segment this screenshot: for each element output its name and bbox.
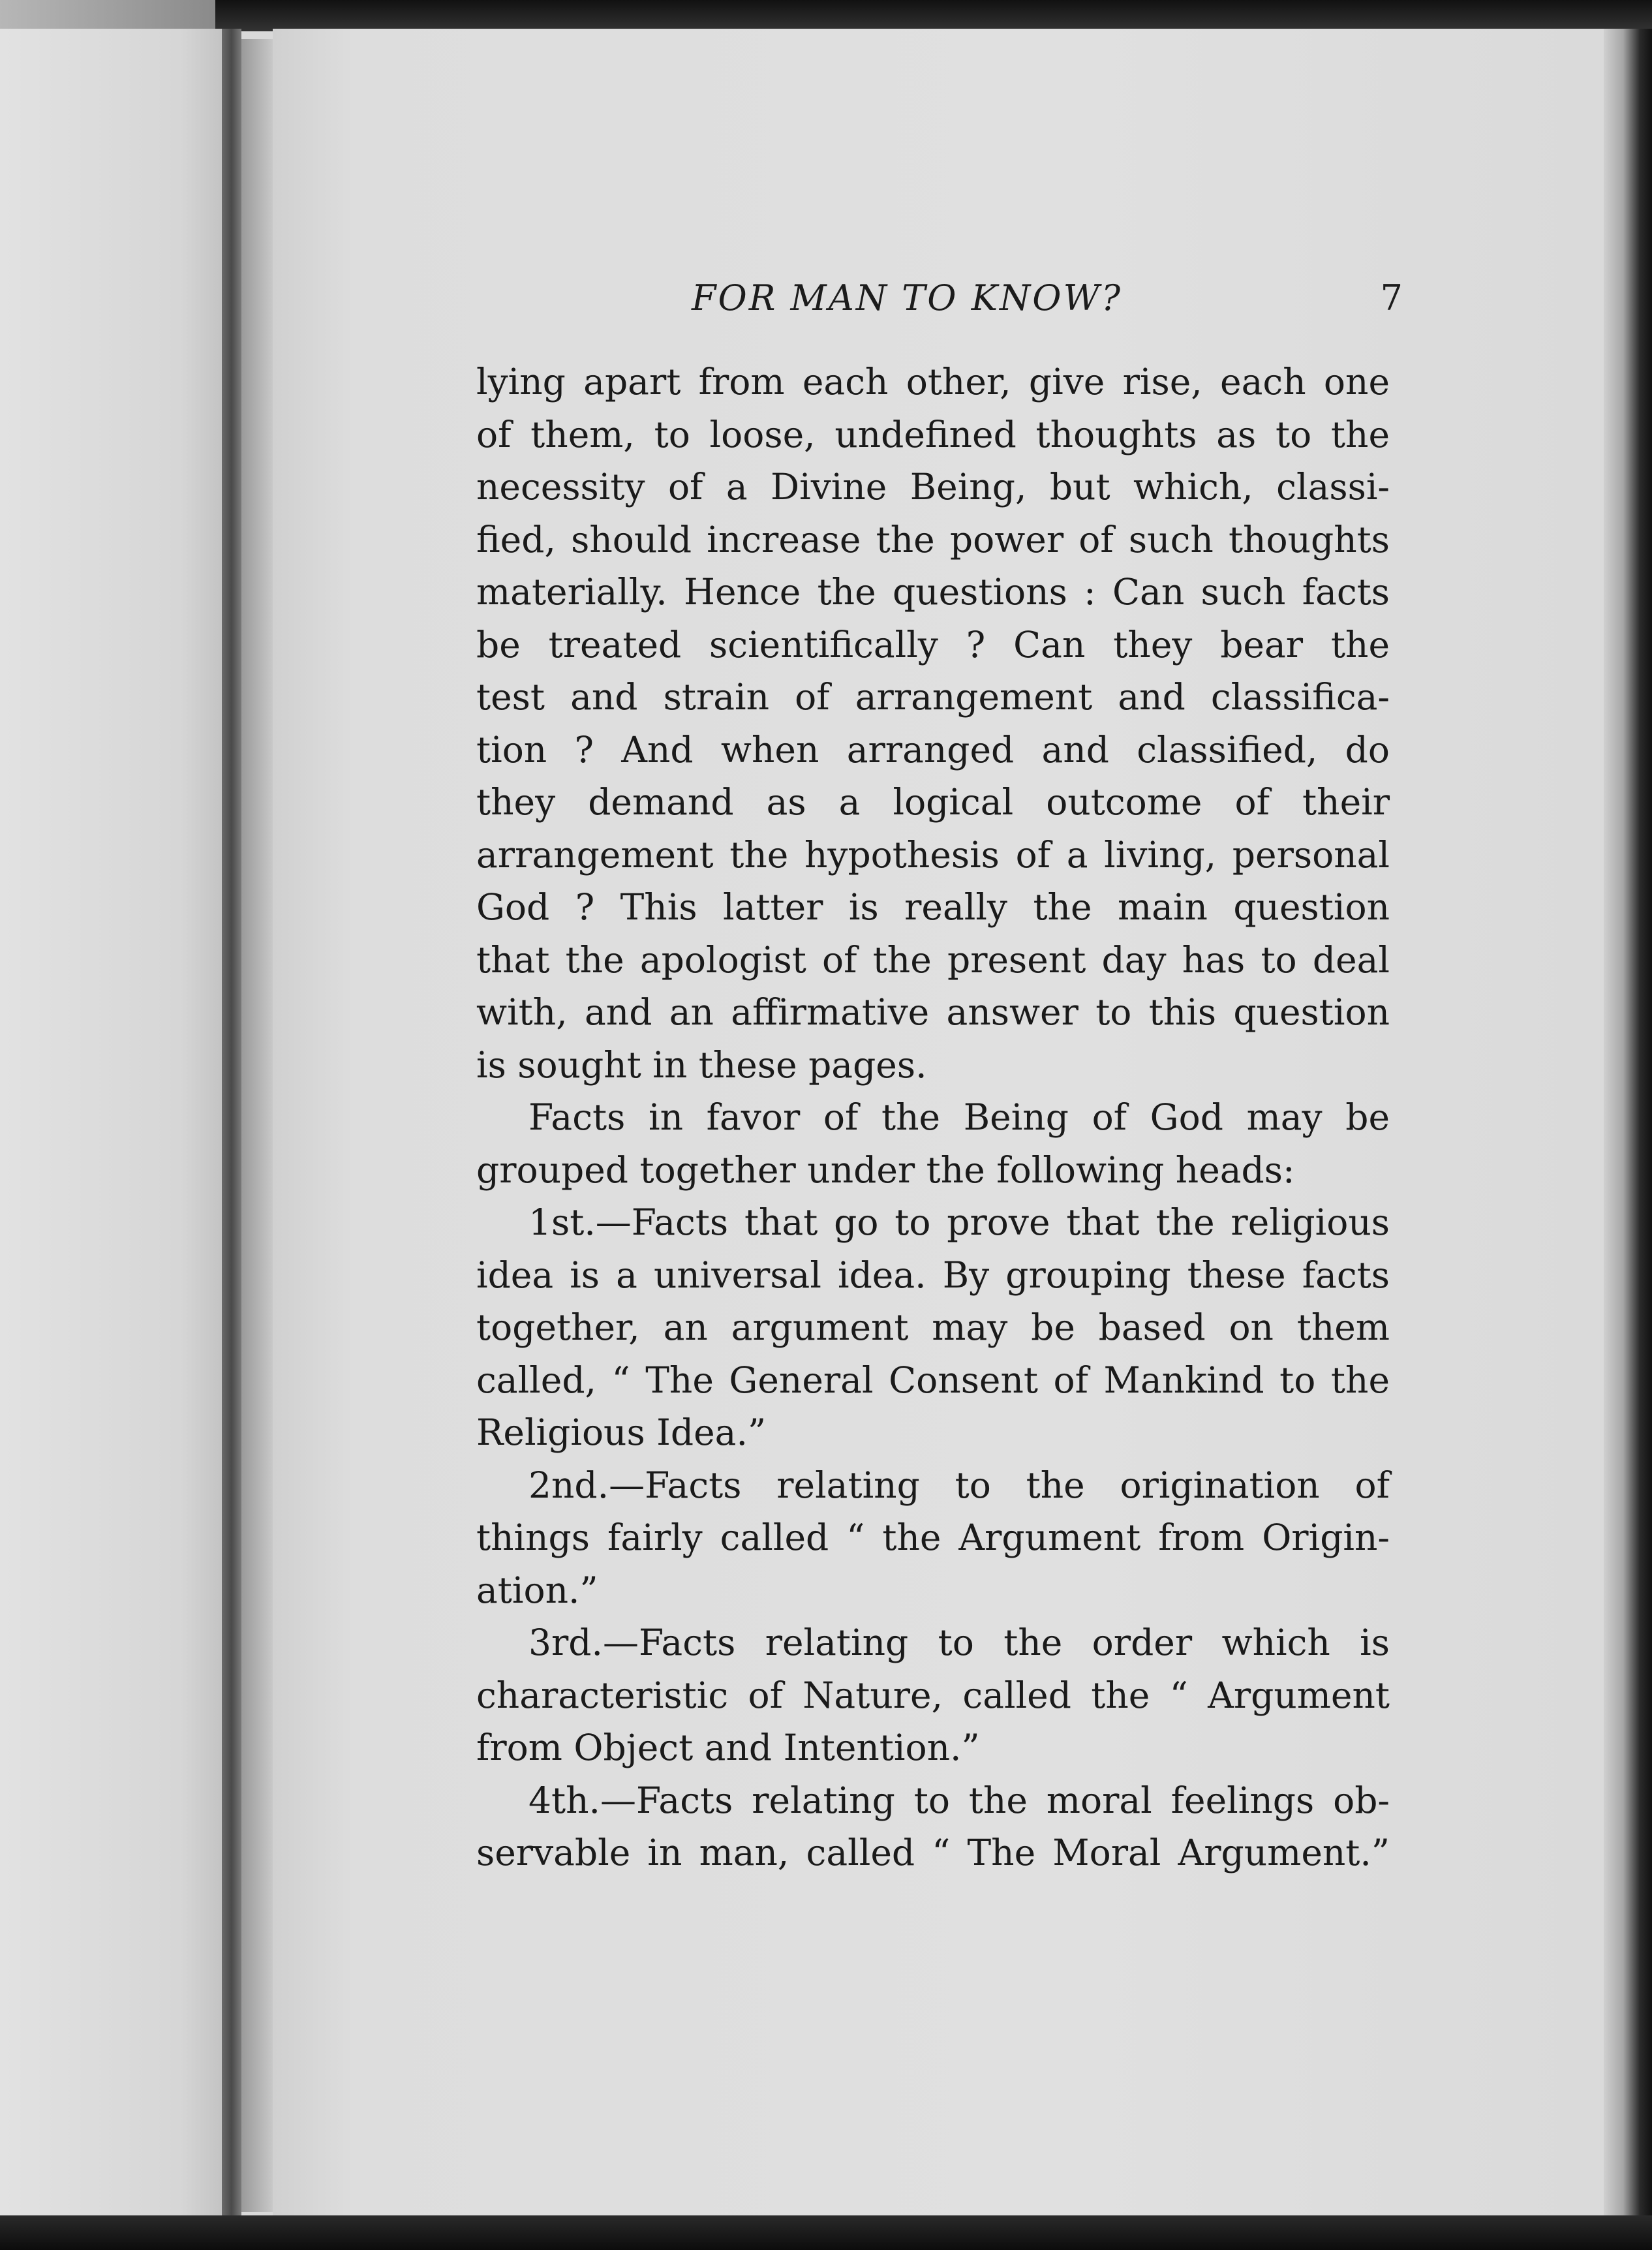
- left-page: [0, 29, 225, 2218]
- text-line: arrangement the hypothesis of a living, personal: [476, 833, 1390, 876]
- text-line: servable in man, called “ The Moral Argument.”: [476, 1832, 1390, 1873]
- gutter-shadow: [241, 39, 273, 2212]
- text-line: 3rd.—Facts relating to the order which is: [528, 1622, 1390, 1663]
- text-line: characteristic of Nature, called the “ Argument: [476, 1674, 1390, 1716]
- text-line: is sought in these pages.: [476, 1043, 927, 1086]
- text-line: 1st.—Facts that go to prove that the religious: [528, 1201, 1390, 1243]
- page-edge-shadow: [1604, 29, 1652, 2218]
- text-line: test and strain of arrangement and classifica-: [476, 676, 1390, 718]
- text-line: fied, should increase the power of such thoughts: [476, 518, 1390, 561]
- text-line: tion ? And when arranged and classified, do: [476, 728, 1390, 771]
- text-line: be treated scientifically ? Can they bear the: [476, 623, 1390, 666]
- text-line: idea is a universal idea. By grouping these facts: [476, 1254, 1390, 1296]
- text-line: grouped together under the following heads:: [476, 1148, 1295, 1191]
- scan-top-border: [0, 0, 1652, 31]
- body-text: [476, 356, 1390, 1879]
- text-line: 4th.—Facts relating to the moral feelings ob-: [528, 1779, 1390, 1821]
- text-line: Religious Idea.”: [476, 1411, 767, 1453]
- text-line: they demand as a logical outcome of their: [476, 781, 1390, 823]
- scan-bottom-border: [0, 2215, 1652, 2250]
- text-line: necessity of a Divine Being, but which, classi-: [476, 466, 1390, 508]
- text-line: called, “ The General Consent of Mankind to the: [476, 1359, 1390, 1401]
- text-line: materially. Hence the questions : Can such facts: [476, 571, 1390, 613]
- text-line: things fairly called “ the Argument from Origin-: [476, 1517, 1390, 1558]
- text-line: with, and an affirmative answer to this question: [476, 991, 1390, 1033]
- book-gutter: [222, 29, 241, 2218]
- text-line: Facts in favor of the Being of God may be: [528, 1096, 1390, 1138]
- text-line: 2nd.—Facts relating to the origination of: [528, 1464, 1390, 1506]
- scan-top-corner: [0, 0, 215, 29]
- text-line: from Object and Intention.”: [476, 1727, 980, 1768]
- text-line: of them, to loose, undefined thoughts as to the: [476, 413, 1390, 455]
- text-line: together, an argument may be based on them: [476, 1306, 1390, 1348]
- page-header: [692, 277, 1403, 330]
- text-line: ation.”: [476, 1569, 598, 1611]
- running-head: FOR MAN TO KNOW?: [692, 277, 1123, 318]
- text-line: that the apologist of the present day has to deal: [476, 938, 1390, 981]
- text-line: lying apart from each other, give rise, each one: [476, 361, 1390, 403]
- text-line: God ? This latter is really the main question: [476, 886, 1390, 928]
- page-number: 7: [1380, 277, 1403, 318]
